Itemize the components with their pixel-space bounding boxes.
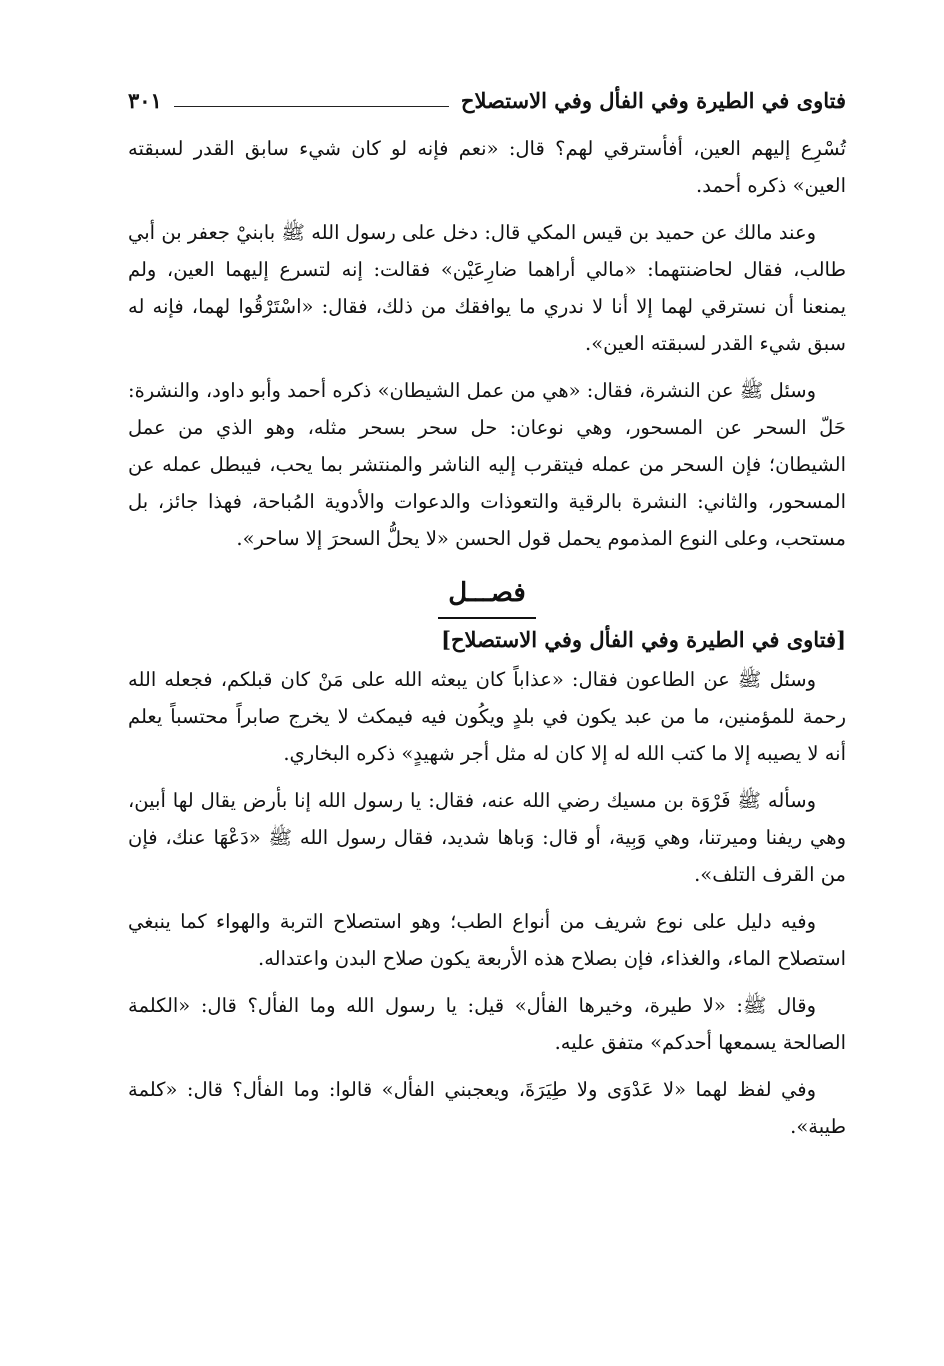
section-heading [128, 571, 846, 619]
paragraph-1: تُسْرِع إليهم العين، أفأسترقي لهم؟ قال: «نعم فإنه لو كان شيء سابق القدر لسبقته العين» ذكره أحمد. [128, 137, 846, 197]
running-title: فتاوى في الطيرة وفي الفأل وفي الاستصلاح [460, 87, 846, 113]
header-rule [174, 106, 449, 107]
subsection-title: [فتاوى في الطيرة وفي الفأل وفي الاستصلاح] [441, 627, 846, 652]
paragraph-6: وفيه دليل على نوع شريف من أنواع الطب؛ وهو استصلاح التربة والهواء كما ينبغي استصلاح الماء، والغذاء، فإن بصلاح هذه الأربعة يكون صلاح البدن واعتداله. [128, 910, 846, 970]
page-number: ٣٠١ [128, 87, 162, 113]
paragraph-8: وفي لفظ لهما «لا عَدْوَى ولا طِيَرَةَ، ويعجبني الفأل» قالوا: وما الفأل؟ قال: «كلمة طيبة». [128, 1078, 846, 1138]
book-page [128, 78, 846, 1318]
paragraph-2: وعند مالك عن حميد بن قيس المكي قال: دخل على رسول الله ﷺ بابنيْ جعفر بن أبي طالب، فقال لحاضنتهما: «مالي أراهما ضارِعَيْن» فقالت: إنه لتسرع إليهما العين، ولم يمنعنا أن نسترقي لهما إلا أنا لا ندري ما يوافقك من ذلك، فقال: «اسْتَرْقُوا لهما، فإنه له سبق شيء القدر لسبقته العين». [128, 221, 846, 355]
running-header [128, 78, 846, 122]
body-text [128, 130, 846, 1145]
section-heading-text: فصـــل [438, 571, 536, 619]
paragraph-7: وقال ﷺ: «لا طيرة، وخيرها الفأل» قيل: يا رسول الله وما الفأل؟ قال: «الكلمة الصالحة يسمعها أحدكم» متفق عليه. [128, 994, 846, 1054]
paragraph-3: وسئل ﷺ عن النشرة، فقال: «هي من عمل الشيطان» ذكره أحمد وأبو داود، والنشرة: حَلّ السحر عن المسحور، وهي نوعان: حل سحر بسحر مثله، وهو الذي من عمل الشيطان؛ فإن السحر من عمله فيتقرب إليه الناشر والمنتشر بما يحب، فيبطل عمله عن المسحور، والثاني: النشرة بالرقية والتعوذات والدعوات والأدوية المُباحة، فهذا جائز، بل مستحب، وعلى النوع المذموم يحمل قول الحسن «لا يحلُّ السحرَ إلا ساحر». [128, 379, 846, 550]
paragraph-4: وسئل ﷺ عن الطاعون فقال: «عذاباً كان يبعثه الله على مَنْ كان قبلكم، فجعله الله رحمة للمؤمنين، ما من عبد يكون في بلدٍ ويكُون فيه فيمكث لا يخرج صابراً محتسباً يعلم أنه لا يصيبه إلا ما كتب الله له إلا كان له مثل أجر شهيدٍ» ذكره البخاري. [128, 668, 846, 765]
paragraph-5: وسأله ﷺ فَرْوَة بن مسيك رضي الله عنه، فقال: يا رسول الله إنا بأرض يقال لها أبين، وهي ريفنا وميرتنا، وهي وَبِية، أو قال: وَباها شديد، فقال رسول الله ﷺ «دَعْهَا عنك، فإن من القرف التلف». [128, 789, 846, 886]
